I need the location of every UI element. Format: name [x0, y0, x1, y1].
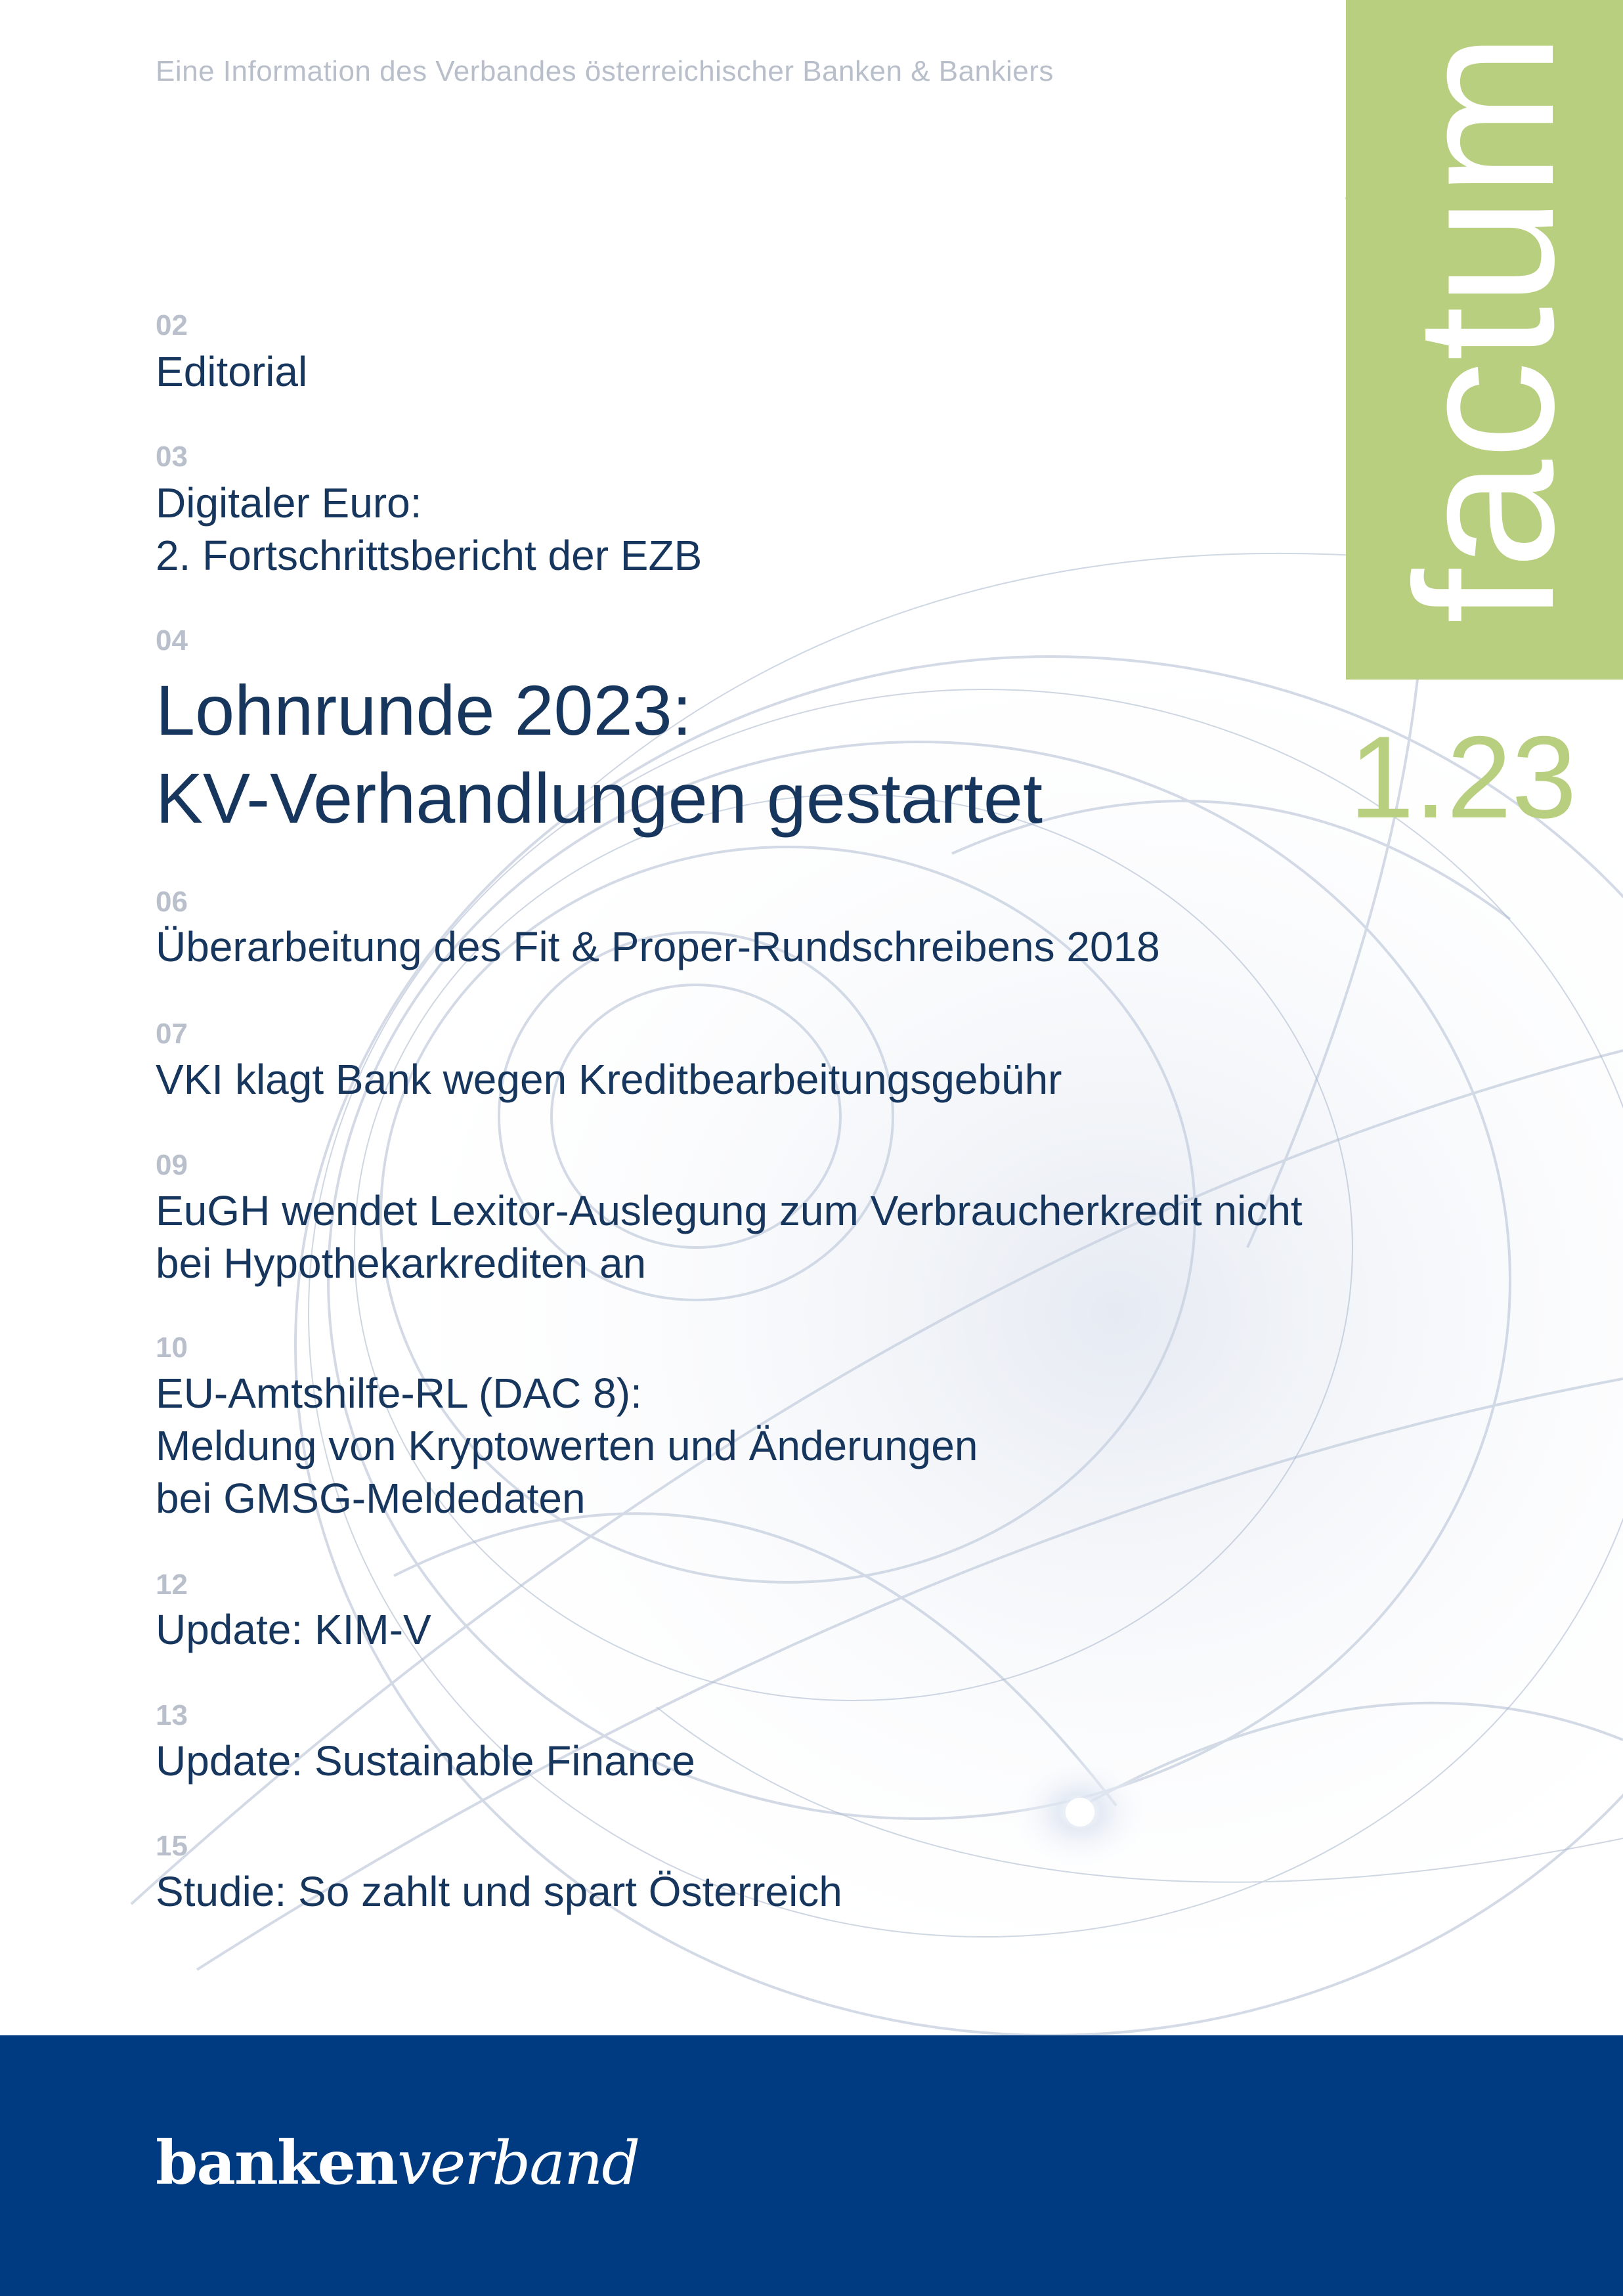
toc-link-digitaler-euro[interactable]: Digitaler Euro: 2. Fortschrittsbericht der EZB [156, 479, 703, 579]
toc-link-fit-proper[interactable]: Überarbeitung des Fit & Proper-Rundschreibens 2018 [156, 923, 1160, 970]
toc-page-number: 06 [156, 886, 188, 918]
toc-link-vki[interactable]: VKI klagt Bank wegen Kreditbearbeitungsgebühr [156, 1056, 1062, 1103]
toc-page-number: 02 [156, 309, 188, 341]
toc-link-studie[interactable]: Studie: So zahlt und spart Österreich [156, 1868, 842, 1915]
toc-link-sustainable-finance[interactable]: Update: Sustainable Finance [156, 1737, 695, 1785]
publisher-tagline: Eine Information des Verbandes österreichischer Banken & Bankiers [156, 55, 1054, 87]
toc-link-kim-v[interactable]: Update: KIM-V [156, 1606, 431, 1653]
toc-page-number: 04 [156, 624, 188, 657]
brand-title: factum [1374, 32, 1595, 624]
toc-link-lohnrunde[interactable]: Lohnrunde 2023: KV-Verhandlungen gestartet [156, 670, 1043, 838]
toc-page-number: 09 [156, 1149, 188, 1181]
toc-page-number: 12 [156, 1569, 188, 1601]
bankenverband-logo [156, 2127, 639, 2198]
issue-number: 1.23 [1349, 712, 1577, 842]
brand-panel [1346, 0, 1623, 680]
toc-link-eugh[interactable]: EuGH wendet Lexitor-Auslegung zum Verbraucherkredit nicht bei Hypothekarkrediten an [156, 1187, 1303, 1287]
toc-page-number: 10 [156, 1332, 188, 1364]
logo-bold-part: banken [156, 2127, 397, 2198]
toc-page-number: 13 [156, 1699, 188, 1731]
toc-link-dac8[interactable]: EU-Amtshilfe-RL (DAC 8): Meldung von Kryptowerten und Änderungen bei GMSG-Meldedaten [156, 1370, 978, 1522]
toc-page-number: 03 [156, 441, 188, 473]
toc-page-number: 07 [156, 1018, 188, 1050]
logo-italic-part: verband [397, 2128, 639, 2198]
toc-page-number: 15 [156, 1830, 188, 1862]
toc-link-editorial[interactable]: Editorial [156, 348, 308, 395]
